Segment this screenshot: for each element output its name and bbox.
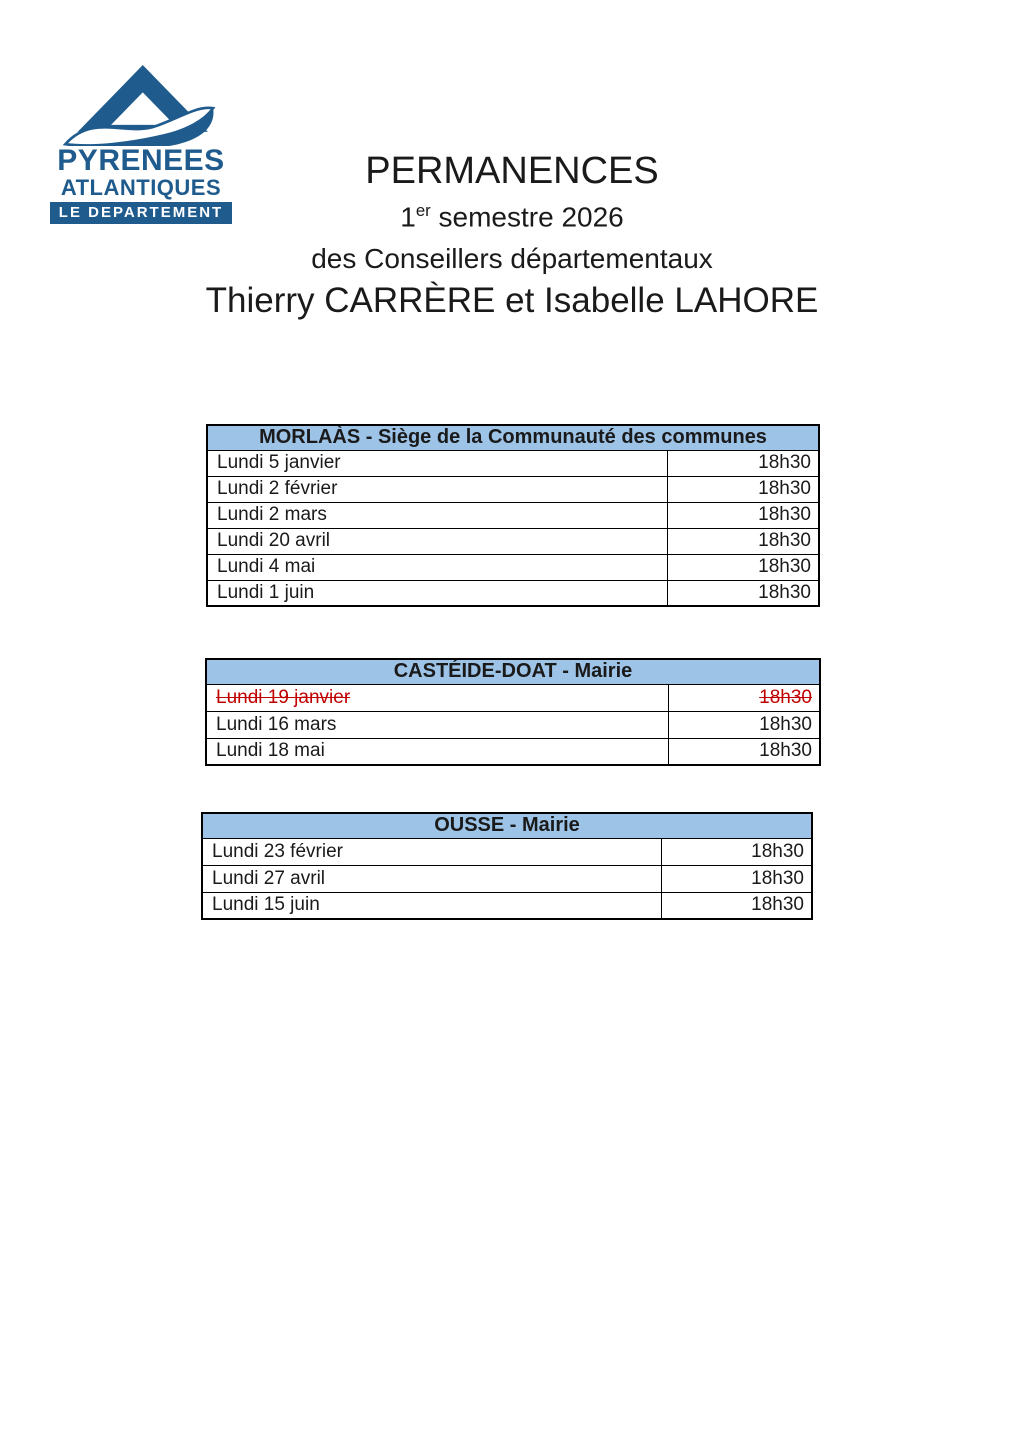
table-row: [202, 892, 812, 919]
permanence-date: Lundi 5 janvier: [207, 450, 668, 476]
table-row: [207, 450, 819, 476]
permanence-time: 18h30: [668, 711, 820, 738]
permanence-date: Lundi 16 mars: [206, 711, 668, 738]
table-row: [207, 476, 819, 502]
semester-number: 1: [400, 201, 416, 233]
logo-banner: LE DEPARTEMENT: [50, 202, 232, 224]
permanence-time: 18h30: [668, 476, 819, 502]
permanence-date: Lundi 2 mars: [207, 502, 668, 528]
semester-rest: semestre 2026: [430, 201, 624, 233]
permanence-time: 18h30: [668, 738, 820, 765]
permanence-time: 18h30: [668, 554, 819, 580]
table-row: [207, 554, 819, 580]
permanence-table-morlaas: [206, 424, 820, 607]
permanence-date: Lundi 27 avril: [202, 865, 661, 892]
logo-name-line2: ATLANTIQUES: [60, 174, 222, 200]
permanence-time: 18h30: [668, 450, 819, 476]
table-row: [206, 738, 820, 765]
table-header-row: [206, 659, 820, 684]
table-row: [207, 528, 819, 554]
permanence-time: 18h30: [668, 580, 819, 606]
permanence-time-cancelled: 18h30: [668, 684, 820, 711]
table-row: [207, 580, 819, 606]
permanence-date-cancelled: Lundi 19 janvier: [206, 684, 668, 711]
permanence-date: Lundi 18 mai: [206, 738, 668, 765]
table-title: CASTÉIDE-DOAT - Mairie: [206, 659, 820, 684]
councillors-names: Thierry CARRÈRE et Isabelle LAHORE: [205, 281, 819, 320]
table-row-cancelled: [206, 684, 820, 711]
permanence-time: 18h30: [668, 528, 819, 554]
table-header-row: [202, 813, 812, 838]
permanence-time: 18h30: [661, 838, 812, 865]
page-title: PERMANENCES: [365, 150, 659, 192]
logo-name-line1: PYRENEES: [57, 144, 225, 177]
permanence-date: Lundi 2 février: [207, 476, 668, 502]
semester-subtitle: [0, 201, 1024, 234]
department-logo: [50, 58, 232, 224]
semester-ordinal-suffix: er: [415, 201, 431, 220]
mountain-swoosh-logo-icon: [59, 58, 223, 146]
permanence-date: Lundi 1 juin: [207, 580, 668, 606]
permanence-date: Lundi 23 février: [202, 838, 661, 865]
permanence-date: Lundi 20 avril: [207, 528, 668, 554]
table-row: [202, 865, 812, 892]
table-header-row: [207, 425, 819, 450]
permanence-date: Lundi 4 mai: [207, 554, 668, 580]
permanence-date: Lundi 15 juin: [202, 892, 661, 919]
permanence-time: 18h30: [668, 502, 819, 528]
table-row: [206, 711, 820, 738]
councillors-subtitle: des Conseillers départementaux: [311, 243, 713, 274]
table-row: [202, 838, 812, 865]
permanence-time: 18h30: [661, 892, 812, 919]
permanence-table-ousse: [201, 812, 813, 920]
permanence-table-casteide-doat: [205, 658, 821, 766]
table-title: OUSSE - Mairie: [202, 813, 812, 838]
table-row: [207, 502, 819, 528]
table-title: MORLAÀS - Siège de la Communauté des communes: [207, 425, 819, 450]
permanence-time: 18h30: [661, 865, 812, 892]
